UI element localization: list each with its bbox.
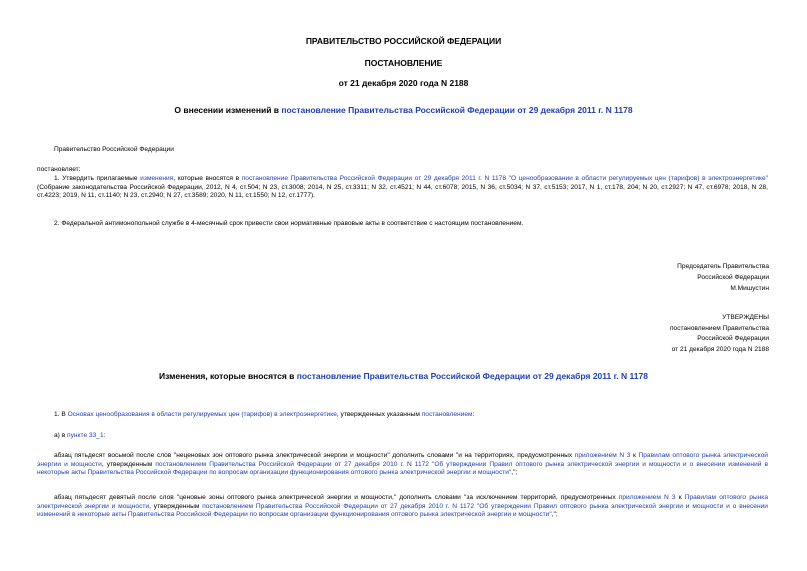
signature-name: М.Мишустин	[730, 285, 769, 292]
decree-1178-link[interactable]: постановление Правительства Российской Федерации от 29 декабря 2011 г. N 1178 "О ценообразовании в области регулируемых цен (тарифов) в электроэнергетике"	[241, 175, 769, 182]
market-rules-link[interactable]: Правилам оптового рынка электрической энергии и мощности	[37, 494, 768, 510]
approved-line-3: Российской Федерации	[697, 335, 769, 342]
approved-heading: УТВЕРЖДЕНЫ	[722, 314, 769, 321]
approved-block	[469, 313, 769, 355]
decree-1172-link[interactable]: постановлением Правительства Российской Федерации от 27 декабря 2010 г. N 1172 "Об утверждении Правил оптового рынка электрической энергии и мощности и о внесении изменений в некоторые акты Правительства Российской Федерации по вопросам организации функционирования оптового рынка электрической энергии и мощности"	[37, 460, 768, 477]
paragraph-2: 2. Федеральной антимонопольной службе в 4-месячный срок привести свои нормативные правовые акты в соответствие с настоящим постановлением.	[54, 220, 524, 227]
approved-line-2: постановлением Правительства	[669, 324, 769, 332]
decree-word: постановляет:	[37, 166, 81, 173]
document-date: от 21 декабря 2020 года N 2188	[338, 78, 469, 88]
decree-1172-link[interactable]: постановлением Правительства Российской Федерации от 27 декабря 2010 г. N 1172 "Об утверждении Правил оптового рынка электрической энергии и мощности и о внесении изменений в некоторые акты Правительства Российской Федерации по вопросам организации функционирования оптового рынка электрической энергии и мощности"	[37, 502, 768, 519]
signature-block	[469, 261, 769, 294]
change-item-1: 1. В Основах ценообразования в области регулируемых цен (тарифов) в электроэнергетике, утвержденных указанным постановлением:	[54, 411, 475, 418]
market-rules-link[interactable]: Правилам оптового рынка электрической энергии и мощности	[37, 452, 768, 468]
title-prefix: О внесении изменений в	[174, 105, 282, 115]
appendix-3-link[interactable]: приложением N 3	[618, 494, 676, 501]
change-paragraph-58: абзац пятьдесят восьмой после слов "неценовых зон оптового рынка электрической энергии и мощности" дополнить словами "и на территориях, предусмотренных приложением N 3 к Правилам оптового рынка электрической энергии и мощности, утвержденным постановлением Правительства Российской Федерации от 27 декабря 2010 г. N 1172 "Об утверждении Правил оптового рынка электрической энергии и мощности и о внесении изменений в некоторые акты Правительства Российской Федерации по вопросам организации функционирования оптового рынка электрической энергии и мощности",";	[37, 452, 768, 477]
changes-link[interactable]: изменения	[140, 175, 174, 182]
point-33-1-link[interactable]: пункте 33_1	[67, 432, 104, 439]
issuer: Правительство Российской Федерации	[54, 146, 174, 153]
decree-link[interactable]: постановлением	[421, 411, 473, 418]
signature-country: Российской Федерации	[697, 274, 769, 281]
signature-position: Председатель Правительства	[677, 263, 769, 270]
document-title	[0, 105, 807, 115]
paragraph-1: 1. Утвердить прилагаемые изменения, которые вносятся в постановление Правительства Российской Федерации от 29 декабря 2011 г. N 1178 "О ценообразовании в области регулируемых цен (тарифов) в электроэнергетике" (Собрание законодательства Российской Федерации, 2012, N 4, ст.504; N 23, ст.3008; 2014, N 25, ст.3311; N 32, ст.4521; N 44, ст.6078; 2015, N 36, ст.5034; N 37, ст.5153; 2017, N 1, ст.178, 204; N 20, ст.2927; N 47, ст.6978; 2018, N 28, ст.4223; 2019, N 11, ст.1140; N 23, ст.2940; N 27, ст.3589; 2020, N 11, ст.1550; N 12, ст.1777).	[37, 175, 769, 200]
sub-item-a: а) в пункте 33_1:	[54, 432, 106, 439]
document-type: ПОСТАНОВЛЕНИЕ	[364, 58, 443, 68]
government-heading: ПРАВИТЕЛЬСТВО РОССИЙСКОЙ ФЕДЕРАЦИИ	[305, 36, 502, 46]
approved-date: от 21 декабря 2020 года N 2188	[671, 345, 769, 353]
change-paragraph-59: абзац пятьдесят девятый после слов "ценовые зоны оптового рынка электрической энергии и мощности," дополнить словами "за исключением территорий, предусмотренных приложением N 3 к Правилам оптового рынка электрической энергии и мощности, утвержденным постановлением Правительства Российской Федерации от 27 декабря 2010 г. N 1172 "Об утверждении Правил оптового рынка электрической энергии и мощности и о внесении изменений в некоторые акты Правительства Российской Федерации по вопросам организации функционирования оптового рынка электрической энергии и мощности",";	[37, 494, 768, 519]
changes-title: Изменения, которые вносятся в постановление Правительства Российской Федерации от 29 декабря 2011 г. N 1178	[159, 371, 648, 381]
title-link[interactable]: постановление Правительства Российской Федерации от 29 декабря 2011 г. N 1178	[281, 105, 633, 115]
appendix-3-link[interactable]: приложением N 3	[574, 452, 631, 459]
pricing-basics-link[interactable]: Основах ценообразования в области регулируемых цен (тарифов) в электроэнергетике	[67, 411, 337, 418]
changes-title-link[interactable]: постановление Правительства Российской Федерации от 29 декабря 2011 г. N 1178	[296, 371, 648, 381]
